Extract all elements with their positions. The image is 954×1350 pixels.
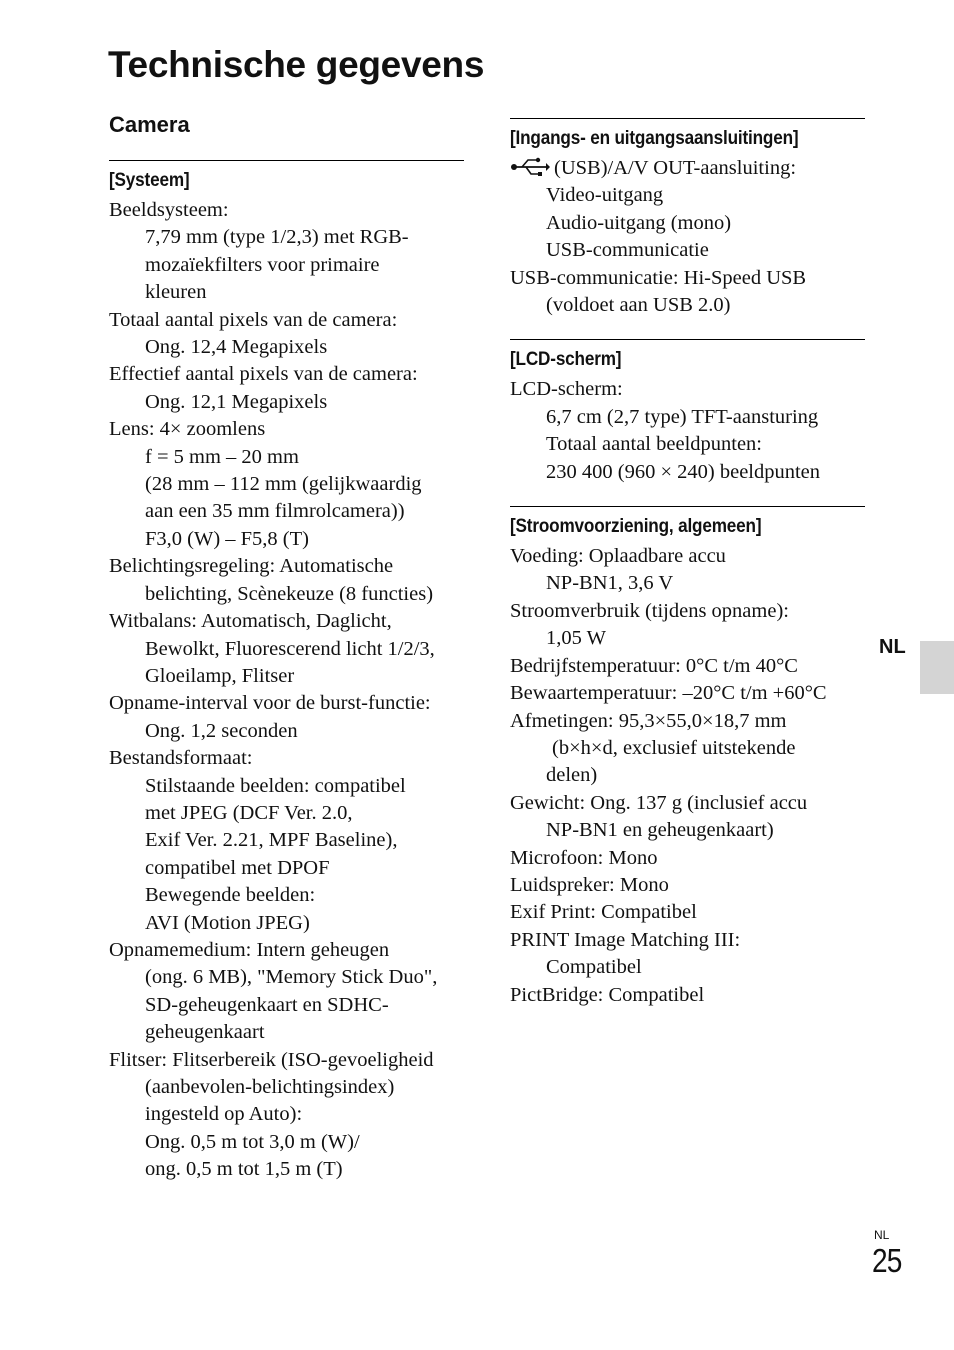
spec-line: mozaïekfilters voor primaire (145, 253, 380, 276)
spec-line: Bedrijfstemperatuur: 0°C t/m 40°C (510, 654, 798, 677)
spec-line: 7,79 mm (type 1/2,3) met RGB- (145, 226, 409, 249)
usb-connector-line (510, 155, 865, 182)
language-tab-label: NL (879, 636, 906, 658)
spec-line: (aanbevolen-belichtingsindex) (145, 1076, 395, 1098)
spec-line: (voldoet aan USB 2.0) (546, 294, 731, 317)
usb-connector-label: (USB)/A/V OUT-aansluiting: (554, 157, 797, 179)
section-heading-power: [Stroomvoorziening, algemeen] (510, 515, 762, 538)
spec-line: compatibel met DPOF (145, 856, 330, 879)
spec-line: 1,05 W (546, 627, 606, 650)
spec-line: Bewolkt, Fluorescerend licht 1/2/3, (145, 637, 435, 660)
spec-list-power (510, 543, 865, 1009)
spec-line: Ong. 1,2 seconden (145, 719, 298, 742)
spec-line: Beeldsysteem: (109, 199, 229, 221)
spec-line: belichting, Scènekeuze (8 functies) (145, 582, 434, 605)
spec-line: f = 5 mm – 20 mm (145, 445, 299, 468)
spec-line: Gewicht: Ong. 137 g (inclusief accu (510, 791, 808, 814)
spec-line: SD-geheugenkaart en SDHC- (145, 993, 389, 1016)
spec-line: 6,7 cm (2,7 type) TFT-aansturing (546, 405, 819, 428)
usb-icon (510, 157, 550, 177)
page-number: 25 (872, 1242, 902, 1279)
spec-line: Belichtingsregeling: Automatische (109, 555, 394, 578)
spec-line: Opnamemedium: Intern geheugen (109, 938, 390, 961)
spec-line: PictBridge: Compatibel (510, 983, 705, 1006)
section-systeem (109, 160, 464, 1184)
spec-line: F3,0 (W) – F5,8 (T) (145, 527, 309, 550)
spec-list-lcd (510, 376, 865, 486)
spec-line: Lens: 4× zoomlens (109, 418, 266, 441)
spec-line: Totaal aantal beeldpunten: (546, 433, 763, 456)
spec-line: Luidspreker: Mono (510, 873, 669, 896)
spec-line: Afmetingen: 95,3×55,0×18,7 mm (510, 709, 787, 732)
spec-line: (b×h×d, exclusief uitstekende (552, 736, 796, 759)
section-power (510, 506, 865, 1009)
footer-language: NL (874, 1228, 890, 1242)
spec-line: Witbalans: Automatisch, Daglicht, (109, 610, 392, 633)
spec-line: Stilstaande beelden: compatibel (145, 774, 406, 797)
spec-line: Audio-uitgang (mono) (546, 211, 732, 234)
spec-line: ingesteld op Auto): (145, 1103, 303, 1126)
section-heading-lcd: [LCD-scherm] (510, 348, 622, 371)
spec-line: Stroomverbruik (tijdens opname): (510, 599, 789, 622)
spec-line: delen) (546, 764, 598, 787)
spec-line: Microfoon: Mono (510, 846, 658, 869)
spec-line: Ong. 12,4 Megapixels (145, 336, 328, 359)
spec-line: LCD-scherm: (510, 378, 623, 401)
spec-line: USB-communicatie: Hi-Speed USB (510, 266, 807, 289)
spec-line: Ong. 0,5 m tot 3,0 m (W)/ (145, 1130, 360, 1153)
right-column (510, 118, 865, 1009)
spec-line: PRINT Image Matching III: (510, 928, 741, 951)
spec-line: Voeding: Oplaadbare accu (510, 545, 726, 568)
spec-line: NP-BN1 en geheugenkaart) (546, 819, 774, 842)
page-title: Technische gegevens (108, 44, 485, 85)
spec-line: Gloeilamp, Flitser (145, 664, 295, 687)
spec-line: Flitser: Flitserbereik (ISO-gevoeligheid (109, 1048, 434, 1071)
spec-line: NP-BN1, 3,6 V (546, 572, 674, 595)
spec-line: met JPEG (DCF Ver. 2.0, (145, 801, 353, 824)
spec-line: Effectief aantal pixels van de camera: (109, 363, 418, 386)
spec-line: USB-communicatie (546, 239, 709, 262)
section-lcd (510, 339, 865, 486)
spec-line: AVI (Motion JPEG) (145, 911, 310, 934)
spec-line: Video-uitgang (546, 184, 664, 207)
section-heading-io: [Ingangs- en uitgangsaansluitingen] (510, 127, 799, 149)
spec-line: Opname-interval voor de burst-functie: (109, 692, 431, 715)
spec-line: (ong. 6 MB), "Memory Stick Duo", (145, 966, 438, 989)
spec-line: Compatibel (546, 956, 642, 979)
spec-line: kleuren (145, 281, 207, 304)
spec-list-systeem (109, 197, 464, 1184)
spec-line: Ong. 12,1 Megapixels (145, 390, 328, 413)
spec-line: Bewegende beelden: (145, 884, 316, 907)
spec-line: Exif Print: Compatibel (510, 901, 697, 924)
spec-line: Exif Ver. 2.21, MPF Baseline), (145, 829, 398, 852)
section-subtitle: Camera (109, 112, 190, 137)
spec-list-io (510, 182, 865, 319)
spec-line: ong. 0,5 m tot 1,5 m (T) (145, 1158, 343, 1181)
spec-line: aan een 35 mm filmrolcamera)) (145, 500, 405, 523)
spec-line: Bestandsformaat: (109, 747, 253, 770)
spec-line: 230 400 (960 × 240) beeldpunten (546, 460, 821, 483)
spec-line: (28 mm – 112 mm (gelijkwaardig (145, 473, 422, 496)
spec-line: Bewaartemperatuur: –20°C t/m +60°C (510, 682, 827, 705)
left-column (109, 160, 464, 1184)
spec-line: geheugenkaart (145, 1021, 265, 1044)
language-side-tab (920, 641, 954, 694)
spec-line: Totaal aantal pixels van de camera: (109, 308, 398, 331)
section-io (510, 118, 865, 319)
section-heading-systeem: [Systeem] (109, 169, 190, 191)
